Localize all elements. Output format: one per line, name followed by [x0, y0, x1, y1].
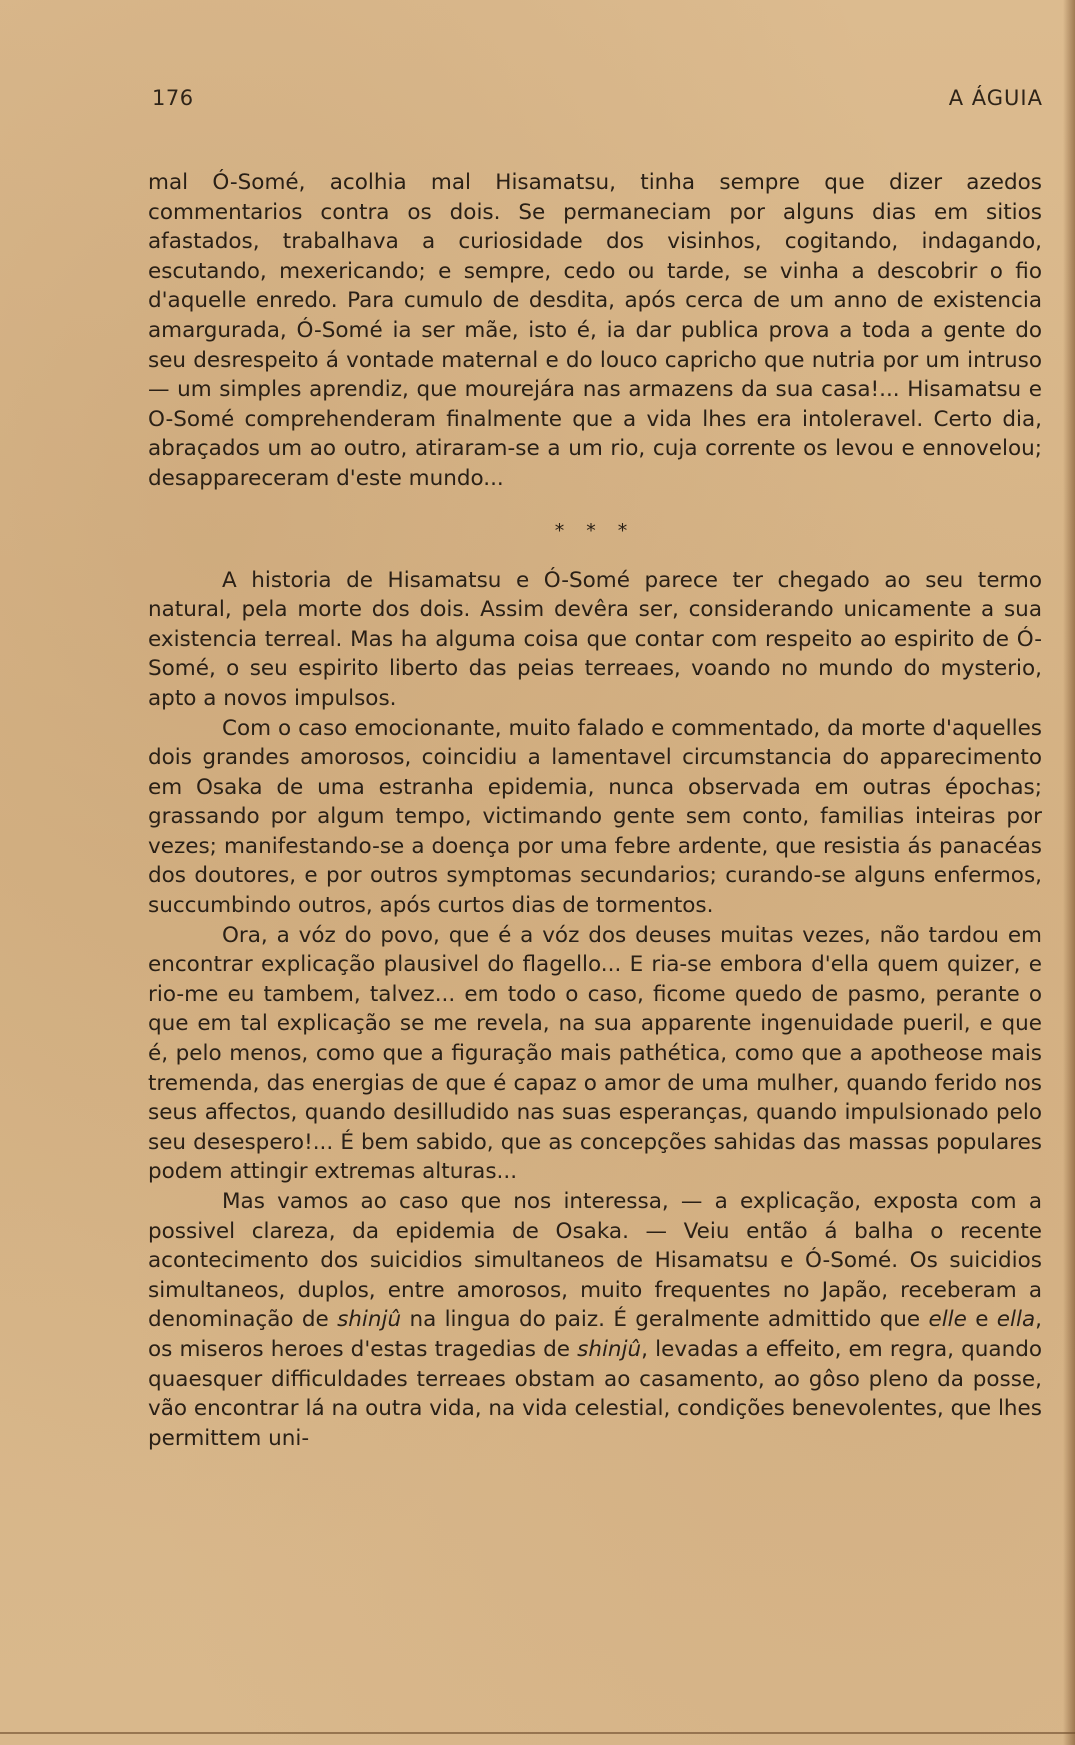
italic-term: shinjû: [577, 1336, 642, 1362]
paragraph: A historia de Hisamatsu e Ó-Somé parece ter chegado ao seu termo natural, pela morte dos dois. Assim devêra ser, considerando unicamente a sua existencia terreal. Mas ha alguma coisa que contar com respeito ao espirito de Ó-Somé, o seu espirito liberto das peias terreaes, voando no mundo do mysterio, apto a novos impulsos.: [148, 567, 1042, 711]
page-number: 176: [152, 86, 194, 110]
running-head: A ÁGUIA: [948, 86, 1043, 110]
paragraph-last: [148, 1187, 1042, 1453]
paragraph-continuation: mal Ó-Somé, acolhia mal Hisamatsu, tinha sempre que dizer azedos commentarios contra os dois. Se permaneciam por alguns dias em sitios afastados, trabalhava a curiosidade dos visinhos, cogitando, indagando, escutando, mexericando; e sempre, cedo ou tarde, se vinha a descobrir o fio d'aquelle enredo. Para cumulo de desdita, após cerca de um anno de existencia amargurada, Ó-Somé ia ser mãe, isto é, ia dar publica prova a toda a gente do seu desrespeito á vontade maternal e do louco capricho que nutria por um intruso — um simples aprendiz, que mourejára nas armazens da sua casa!... Hisamatsu e O-Somé comprehenderam finalmente que a vida lhes era intoleravel. Certo dia, abraçados um ao outro, atiraram-se a um rio, cuja corrente os levou e ennovelou; desappareceram d'este mundo...: [148, 170, 1042, 491]
text-run: , levadas a effeito, em regra, quando quaesquer difficuldades terreaes obstam ao casamento, ao gôso pleno da posse, vão encontrar lá na outra vida, na vida celestial, condições benevolentes, que lhes permittem uni-: [148, 1336, 1042, 1451]
page-edge-shadow: [1063, 0, 1075, 1745]
paragraph: Ora, a vóz do povo, que é a vóz dos deuses muitas vezes, não tardou em encontrar explicação plausivel do flagello... E ria-se embora d'ella quem quizer, e rio-me eu tambem, talvez... em todo o caso, ficome quedo de pasmo, perante o que em tal explicação se me revela, na sua apparente ingenuidade pueril, e que é, pelo menos, como que a figuração mais pathética, como que a apotheose mais tremenda, das energias de que é capaz o amor de uma mulher, quando ferido nos seus affectos, quando desilludido nas suas esperanças, quando impulsionado pelo seu desespero!... É bem sabido, que as concepções sahidas das massas populares podem attingir extremas alturas...: [148, 922, 1042, 1185]
section-separator: * * *: [554, 519, 636, 542]
text-run: na lingua do paiz. É geralmente admittido que: [401, 1307, 929, 1333]
bottom-rule: [0, 1732, 1075, 1734]
text-run: e: [966, 1307, 997, 1333]
text-run: Mas vamos ao caso que nos interessa, — a explicação, exposta com a possivel clareza, da epidemia de Osaka. — Veiu então á balha o recente acontecimento dos suicidios simultaneos de Hisamatsu e Ó-Somé. Os suicidios simultaneos, duplos, entre amorosos, muito frequentes no Japão, receberam a denominação de: [148, 1189, 1042, 1333]
body-text: [148, 168, 1042, 1453]
italic-term: shinjû: [337, 1307, 402, 1333]
paragraph: Com o caso emocionante, muito falado e commentado, da morte d'aquelles dois grandes amorosos, coincidiu a lamentavel circumstancia do apparecimento em Osaka de uma estranha epidemia, nunca observada em outras épochas; grassando por algum tempo, victimando gente sem conto, familias inteiras por vezes; manifestando-se a doença por uma febre ardente, que resistia ás panacéas dos doutores, e por outros symptomas secundarios; curando-se alguns enfermos, succumbindo outros, após curtos dias de tormentos.: [148, 715, 1042, 919]
text-run: , os miseros heroes d'estas tragedias de: [148, 1307, 1042, 1362]
italic-term: ella: [996, 1307, 1036, 1333]
italic-term: elle: [928, 1307, 967, 1333]
